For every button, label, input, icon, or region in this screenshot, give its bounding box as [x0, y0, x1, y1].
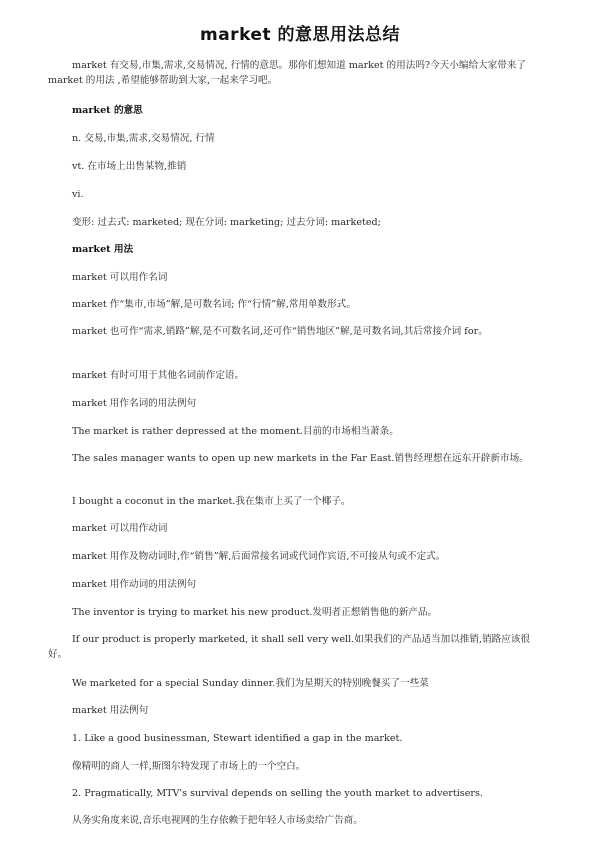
- usage-noun: market 可以用作名词: [72, 272, 168, 283]
- noun-examples-heading: market 用作名词的用法例句: [72, 398, 197, 409]
- example-1-chinese: 像精明的商人一样,斯图尔特发现了市场上的一个空白。: [72, 761, 306, 772]
- example-1-english: 1. Like a good businessman, Stewart identified a gap in the market.: [72, 733, 403, 744]
- usage-noun-1: market 作“集市,市场”解,是可数名词; 作“行情”解,常用单数形式。: [72, 299, 356, 310]
- usage-heading: market 用法: [72, 244, 134, 255]
- meaning-heading: market 的意思: [72, 105, 143, 116]
- meaning-noun: n. 交易,市集,需求,交易情况, 行情: [72, 133, 215, 144]
- verb-examples-heading: market 用作动词的用法例句: [72, 579, 197, 590]
- verb-example-2: If our product is properly marketed, it shall sell very well.如果我们的产品适当加以推销,销路应该很好。: [48, 634, 530, 660]
- examples-heading: market 用法例句: [72, 705, 149, 716]
- page-title: market 的意思用法总结: [200, 25, 400, 45]
- usage-verb: market 可以用作动词: [72, 523, 168, 534]
- usage-verb-1: market 用作及物动词时,作“销售”解,后面常接名词或代词作宾语,不可接从句或不定式。: [72, 551, 446, 562]
- usage-noun-3: market 有时可用于其他名词前作定语。: [72, 370, 245, 381]
- usage-noun-2: market 也可作“需求,销路”解,是不可数名词,还可作“销售地区”解,是可数名词,其后常接介词 for。: [72, 326, 488, 337]
- example-2-english: 2. Pragmatically, MTV's survival depends on selling the youth market to advertisers.: [72, 788, 483, 799]
- verb-example-3: We marketed for a special Sunday dinner.我们为星期天的特别晚餐买了一些菜: [72, 678, 429, 689]
- meaning-vi: vi.: [72, 189, 84, 200]
- noun-example-2: The sales manager wants to open up new markets in the Far East.销售经理想在远东开辟新市场。: [72, 453, 529, 464]
- intro-paragraph: market 有交易,市集,需求,交易情况, 行情的意思。那你们想知道 market 的用法吗?今天小编给大家带来了 market 的用法 ,希望能够帮助到大家,一起来学习吧。: [48, 60, 527, 86]
- noun-example-1: The market is rather depressed at the moment.目前的市场相当萧条。: [72, 426, 399, 437]
- meaning-vt: vt. 在市场上出售某物,推销: [72, 161, 187, 172]
- verb-example-1: The inventor is trying to market his new product.发明者正想销售他的新产品。: [72, 607, 438, 618]
- noun-example-3: I bought a coconut in the market.我在集市上买了一个椰子。: [72, 496, 351, 507]
- example-2-chinese: 从务实角度来说,音乐电视网的生存依赖于把年轻人市场卖给广告商。: [72, 815, 363, 826]
- word-forms: 变形: 过去式: marketed; 现在分词: marketing; 过去分词: marketed;: [72, 217, 381, 228]
